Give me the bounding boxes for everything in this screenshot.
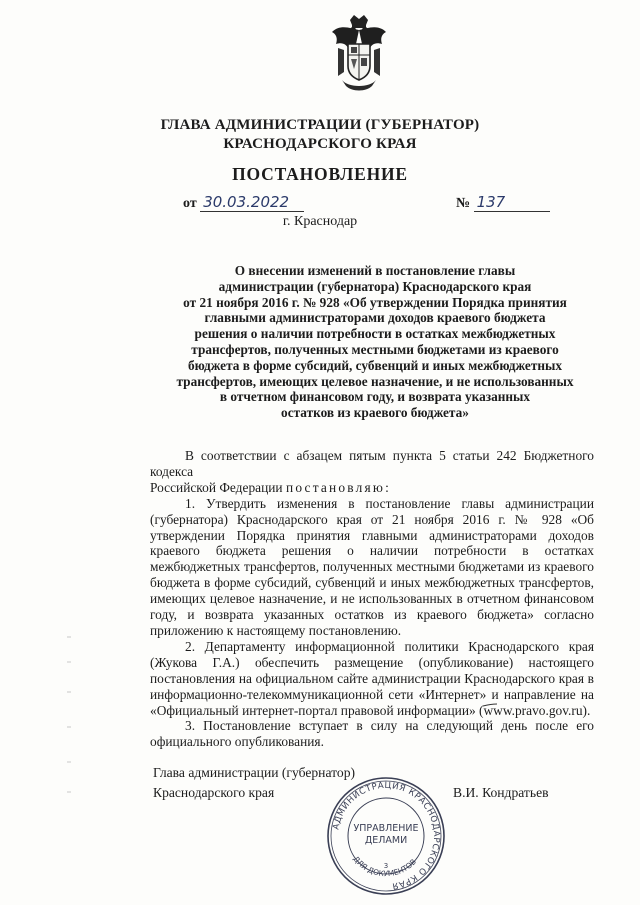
signatory-name: В.И. Кондратьев xyxy=(453,785,549,800)
subject-line: трансфертов, имеющих целевое назначение, и не использованных xyxy=(176,373,574,389)
subject-line: бюджета в форме субсидий, субвенций и иных межбюджетных xyxy=(187,357,563,373)
date-prefix: от xyxy=(183,196,197,211)
stamp-ring-text: АДМИНИСТРАЦИЯ КРАСНОДАРСКОГО КРАЯ xyxy=(331,780,442,891)
intro-line: В соответствии с абзацем пятым пункта 5 статьи 242 Бюджетного кодекса xyxy=(150,448,594,479)
stamp-center-line2: ДЕЛАМИ xyxy=(364,835,408,846)
subject-line: от 21 ноября 2016 г. № 928 «Об утверждении Порядка принятия xyxy=(183,294,567,310)
subject-line: администрации (губернатора) Краснодарского края xyxy=(218,278,532,294)
paragraph-1: 1. Утвердить изменения в постановление главы администрации (губернатора) Краснодарского края от 21 ноября 2016 г. № 928 «Об утверждении Порядка принятия главными администраторами доходов краевого бюджета решения о наличии потребности в остатках межбюджетных трансфертов, полученных местными бюджетами из краевого бюджета в форме субсидий, субвенций и иных межбюджетных трансфертов, имеющих целевое назначение, и не использованных в отчетном финансовом году, и возврата указанных остатков из краевого бюджета» согласно приложению к настоящему постановлению. xyxy=(150,495,594,638)
margin-marks xyxy=(65,632,73,812)
number-prefix: № xyxy=(456,196,471,211)
signatory-title-line2: Краснодарского края xyxy=(153,785,275,800)
coat-of-arms-icon xyxy=(328,14,390,94)
signatory-title-line1: Глава администрации (губернатор) xyxy=(153,765,356,780)
decree-word: постановляю: xyxy=(285,479,392,495)
stamp-number: 3 xyxy=(383,862,389,870)
org-title-line2: КРАСНОДАРСКОГО КРАЯ xyxy=(223,136,417,152)
official-stamp xyxy=(325,775,447,897)
handwritten-number: 137 xyxy=(474,193,550,212)
stamp-bottom-text: ДЛЯ ДОКУМЕНТОВ xyxy=(351,854,419,879)
subject-line: в отчетном финансовом году, и возврата указанных xyxy=(219,389,531,405)
subject-line: главными администраторами доходов краевого бюджета xyxy=(204,310,546,326)
stamp-center-line1: УПРАВЛЕНИЕ xyxy=(353,823,419,834)
handwritten-date: 30.03.2022 xyxy=(200,193,304,212)
pen-mark xyxy=(482,703,498,707)
paragraph-3: 3. Постановление вступает в силу на следующий день после его официального опубликования. xyxy=(150,718,594,750)
paragraph-2: 2. Департаменту информационной политики Краснодарского края (Жукова Г.А.) обеспечить размещение (опубликование) настоящего постановления на официальном сайте администрации Краснодарского края в информационно-телекоммуникационной сети «Интернет» и направление на «Официальный интернет-портал правовой информации» (www.pravo.gov.ru). xyxy=(150,638,594,718)
document-body xyxy=(150,448,594,750)
city: г. Краснодар xyxy=(282,214,358,229)
number-line xyxy=(456,193,550,212)
document-subject xyxy=(165,263,585,421)
document-type: ПОСТАНОВЛЕНИЕ xyxy=(232,164,408,184)
subject-line: решения о наличии потребности в остатках межбюджетных xyxy=(194,326,556,342)
subject-line: трансфертов, полученных местными бюджетами из краевого xyxy=(191,341,559,357)
intro-line-2: Российской Федерации xyxy=(150,479,283,495)
subject-line: О внесении изменений в постановление главы xyxy=(234,263,516,278)
org-title-line1: ГЛАВА АДМИНИСТРАЦИИ (ГУБЕРНАТОР) xyxy=(160,117,480,133)
date-line xyxy=(183,193,304,212)
intro-decree-line xyxy=(150,480,594,496)
subject-line: остатков из краевого бюджета» xyxy=(281,405,469,421)
